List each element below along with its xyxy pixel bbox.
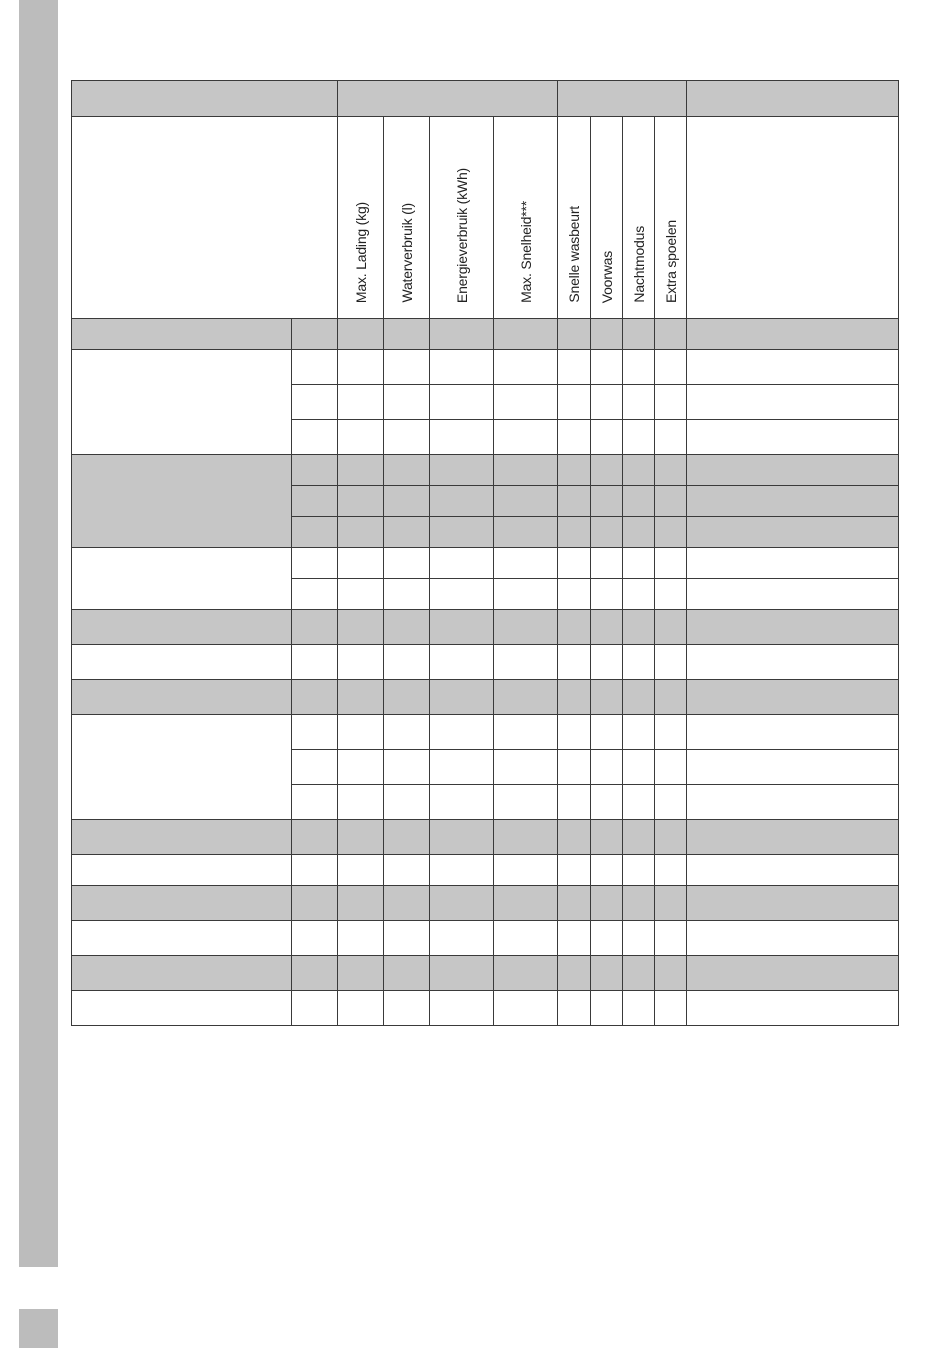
band-cell (72, 81, 338, 117)
table-cell (558, 385, 591, 420)
table-cell (655, 921, 687, 956)
table-row (72, 820, 899, 855)
table-cell (430, 750, 494, 785)
table-cell (623, 855, 655, 886)
header-label: Snelle wasbeurt (566, 206, 582, 303)
table-cell (494, 486, 558, 517)
table-cell (72, 820, 292, 855)
table-cell (558, 420, 591, 455)
table-cell (623, 921, 655, 956)
table-cell (292, 991, 338, 1026)
table-cell (591, 820, 623, 855)
programme-name-cell (72, 548, 292, 610)
table-cell (558, 855, 591, 886)
table-cell (72, 991, 292, 1026)
table-cell (338, 680, 384, 715)
table-cell (687, 610, 899, 645)
table-cell (384, 886, 430, 921)
table-cell (338, 886, 384, 921)
table-cell (384, 715, 430, 750)
table-cell (655, 645, 687, 680)
table-cell (623, 956, 655, 991)
table-cell (655, 886, 687, 921)
table-cell (558, 517, 591, 548)
table-cell (72, 956, 292, 991)
table-cell (687, 785, 899, 820)
table-cell (591, 991, 623, 1026)
header-energy-use (430, 117, 494, 319)
table-cell (687, 517, 899, 548)
table-cell (655, 455, 687, 486)
table-cell (558, 956, 591, 991)
table-cell (623, 680, 655, 715)
table-cell (591, 548, 623, 579)
table-cell (384, 350, 430, 385)
table-cell (430, 610, 494, 645)
table-cell (292, 750, 338, 785)
table-cell (623, 820, 655, 855)
table-cell (338, 785, 384, 820)
table-cell (687, 855, 899, 886)
table-cell (494, 385, 558, 420)
table-cell (292, 610, 338, 645)
table-cell (687, 820, 899, 855)
table-cell (623, 715, 655, 750)
table-cell (292, 548, 338, 579)
table-cell (623, 455, 655, 486)
table-cell (430, 785, 494, 820)
table-cell (687, 715, 899, 750)
band-cell (558, 81, 687, 117)
table-cell (687, 921, 899, 956)
table-cell (292, 645, 338, 680)
table-cell (430, 548, 494, 579)
table-cell (591, 645, 623, 680)
table-cell (558, 750, 591, 785)
table-cell (292, 785, 338, 820)
table-cell (430, 517, 494, 548)
table-cell (72, 855, 292, 886)
table-cell (687, 350, 899, 385)
table-cell (655, 579, 687, 610)
table-row (72, 855, 899, 886)
table-cell (623, 579, 655, 610)
table-cell (384, 645, 430, 680)
table-cell (494, 855, 558, 886)
table-cell (494, 517, 558, 548)
header-max-speed (494, 117, 558, 319)
table-cell (338, 956, 384, 991)
table-cell (292, 455, 338, 486)
table-cell (338, 855, 384, 886)
table-cell (430, 645, 494, 680)
table-cell (430, 579, 494, 610)
table-cell (338, 579, 384, 610)
table-row (72, 645, 899, 680)
table-cell (558, 680, 591, 715)
table-row (72, 921, 899, 956)
table-cell (655, 785, 687, 820)
table-cell (687, 645, 899, 680)
table-cell (558, 921, 591, 956)
table-top-band (72, 81, 899, 117)
table-cell (687, 385, 899, 420)
table-cell (430, 886, 494, 921)
table-cell (494, 820, 558, 855)
table-cell (623, 886, 655, 921)
table-cell (655, 956, 687, 991)
programme-table (71, 80, 899, 1026)
table-cell (494, 785, 558, 820)
header-programme-cell (72, 117, 338, 319)
table-cell (384, 785, 430, 820)
table-cell (292, 680, 338, 715)
header-label: Nachtmodus (630, 226, 647, 303)
header-water-use (384, 117, 430, 319)
table-row (72, 610, 899, 645)
table-cell (72, 886, 292, 921)
table-cell (292, 855, 338, 886)
table-cell (338, 420, 384, 455)
table-cell (384, 750, 430, 785)
table-cell (687, 486, 899, 517)
table-cell (558, 785, 591, 820)
table-cell (338, 350, 384, 385)
table-cell (623, 750, 655, 785)
table-cell (494, 680, 558, 715)
table-cell (338, 750, 384, 785)
table-cell (384, 956, 430, 991)
table-header-row (72, 117, 899, 319)
table-cell (558, 610, 591, 645)
table-cell (384, 455, 430, 486)
table-cell (430, 486, 494, 517)
table-cell (72, 319, 292, 350)
page-number-tab (19, 1309, 58, 1348)
table-cell (384, 820, 430, 855)
header-label: Extra spoelen (662, 219, 679, 303)
table-cell (591, 385, 623, 420)
table-cell (338, 319, 384, 350)
table-cell (292, 715, 338, 750)
table-cell (591, 517, 623, 548)
table-cell (72, 645, 292, 680)
table-cell (292, 517, 338, 548)
table-cell (494, 645, 558, 680)
table-cell (687, 886, 899, 921)
table-row (72, 319, 899, 350)
table-cell (591, 610, 623, 645)
table-cell (384, 517, 430, 548)
table-cell (687, 956, 899, 991)
table-cell (338, 385, 384, 420)
table-row (72, 455, 899, 486)
table-cell (591, 956, 623, 991)
table-cell (623, 319, 655, 350)
table-cell (494, 956, 558, 991)
table-cell (687, 455, 899, 486)
table-cell (384, 319, 430, 350)
table-cell (292, 820, 338, 855)
table-cell (558, 350, 591, 385)
table-row (72, 886, 899, 921)
table-cell (591, 420, 623, 455)
table-cell (623, 517, 655, 548)
table-cell (687, 680, 899, 715)
table-cell (430, 680, 494, 715)
table-cell (558, 991, 591, 1026)
header-label: Waterverbruik (l) (398, 203, 415, 303)
table-cell (655, 548, 687, 579)
table-cell (430, 455, 494, 486)
table-cell (591, 886, 623, 921)
table-cell (591, 579, 623, 610)
table-cell (655, 319, 687, 350)
table-cell (623, 385, 655, 420)
header-temperature-cell (687, 117, 899, 319)
table-cell (430, 715, 494, 750)
table-cell (558, 645, 591, 680)
table-cell (384, 921, 430, 956)
table-cell (591, 855, 623, 886)
table-cell (430, 420, 494, 455)
table-cell (338, 820, 384, 855)
page-side-bar (19, 0, 58, 1267)
table-cell (384, 855, 430, 886)
band-cell (338, 81, 558, 117)
table-cell (384, 680, 430, 715)
table-cell (338, 517, 384, 548)
table-cell (494, 420, 558, 455)
table-cell (623, 548, 655, 579)
table-cell (494, 921, 558, 956)
header-quick-wash (558, 117, 591, 319)
table-cell (655, 420, 687, 455)
table-cell (655, 991, 687, 1026)
table-cell (494, 750, 558, 785)
header-label: Max. Lading (kg) (352, 201, 369, 303)
table-cell (591, 921, 623, 956)
table-cell (292, 385, 338, 420)
header-label: Voorwas (598, 250, 615, 303)
table-cell (494, 715, 558, 750)
table-cell (687, 991, 899, 1026)
table-cell (558, 455, 591, 486)
table-cell (655, 517, 687, 548)
table-cell (72, 680, 292, 715)
table-cell (338, 486, 384, 517)
table-cell (623, 350, 655, 385)
table-cell (687, 420, 899, 455)
header-prewash (591, 117, 623, 319)
table-cell (494, 886, 558, 921)
table-cell (558, 579, 591, 610)
table-cell (430, 991, 494, 1026)
table-cell (591, 750, 623, 785)
table-row (72, 548, 899, 579)
table-cell (591, 486, 623, 517)
table-cell (623, 645, 655, 680)
table-row (72, 956, 899, 991)
table-cell (591, 350, 623, 385)
table-cell (292, 956, 338, 991)
table-cell (558, 715, 591, 750)
table-cell (494, 350, 558, 385)
header-max-load (338, 117, 384, 319)
table-cell (494, 548, 558, 579)
table-cell (655, 680, 687, 715)
table-cell (384, 385, 430, 420)
table-cell (687, 319, 899, 350)
table-cell (655, 715, 687, 750)
table-cell (292, 350, 338, 385)
table-cell (494, 579, 558, 610)
table-cell (338, 455, 384, 486)
table-cell (591, 319, 623, 350)
table-cell (558, 486, 591, 517)
table-cell (655, 855, 687, 886)
table-row (72, 715, 899, 750)
programme-name-cell (72, 715, 292, 820)
table-cell (338, 645, 384, 680)
table-cell (384, 610, 430, 645)
table-cell (338, 548, 384, 579)
table-cell (655, 750, 687, 785)
header-label: Energieverbruik (kWh) (453, 167, 470, 303)
table-cell (623, 486, 655, 517)
table-cell (687, 579, 899, 610)
programme-name-cell (72, 455, 292, 548)
table-cell (384, 579, 430, 610)
table-cell (591, 785, 623, 820)
table-cell (430, 956, 494, 991)
table-cell (338, 921, 384, 956)
table-cell (430, 921, 494, 956)
table-cell (494, 991, 558, 1026)
table-cell (687, 548, 899, 579)
table-cell (292, 921, 338, 956)
table-cell (494, 319, 558, 350)
table-cell (655, 486, 687, 517)
table-cell (292, 319, 338, 350)
table-cell (591, 455, 623, 486)
table-cell (430, 319, 494, 350)
table-cell (558, 820, 591, 855)
table-cell (384, 420, 430, 455)
table-cell (338, 610, 384, 645)
table-cell (655, 350, 687, 385)
table-cell (623, 420, 655, 455)
table-cell (430, 350, 494, 385)
band-cell (687, 81, 899, 117)
table-cell (430, 855, 494, 886)
table-cell (72, 921, 292, 956)
table-cell (292, 486, 338, 517)
table-cell (338, 715, 384, 750)
table-cell (430, 385, 494, 420)
table-row (72, 991, 899, 1026)
table-cell (623, 991, 655, 1026)
table-cell (384, 486, 430, 517)
table-cell (623, 610, 655, 645)
table-cell (655, 820, 687, 855)
header-label: Max. Snelheid*** (517, 201, 534, 303)
table-cell (384, 991, 430, 1026)
table-cell (384, 548, 430, 579)
table-cell (558, 886, 591, 921)
table-row (72, 350, 899, 385)
table-cell (72, 610, 292, 645)
table-cell (292, 579, 338, 610)
header-extra-rinse (655, 117, 687, 319)
table-row (72, 680, 899, 715)
table-cell (591, 680, 623, 715)
table-cell (494, 610, 558, 645)
table-cell (338, 991, 384, 1026)
table-cell (292, 886, 338, 921)
table-cell (655, 610, 687, 645)
table-cell (687, 750, 899, 785)
table-cell (558, 319, 591, 350)
table-cell (655, 385, 687, 420)
table-cell (558, 548, 591, 579)
table-cell (494, 455, 558, 486)
table-cell (623, 785, 655, 820)
table-cell (430, 820, 494, 855)
table-cell (292, 420, 338, 455)
programme-name-cell (72, 350, 292, 455)
table-cell (591, 715, 623, 750)
header-night-mode (623, 117, 655, 319)
